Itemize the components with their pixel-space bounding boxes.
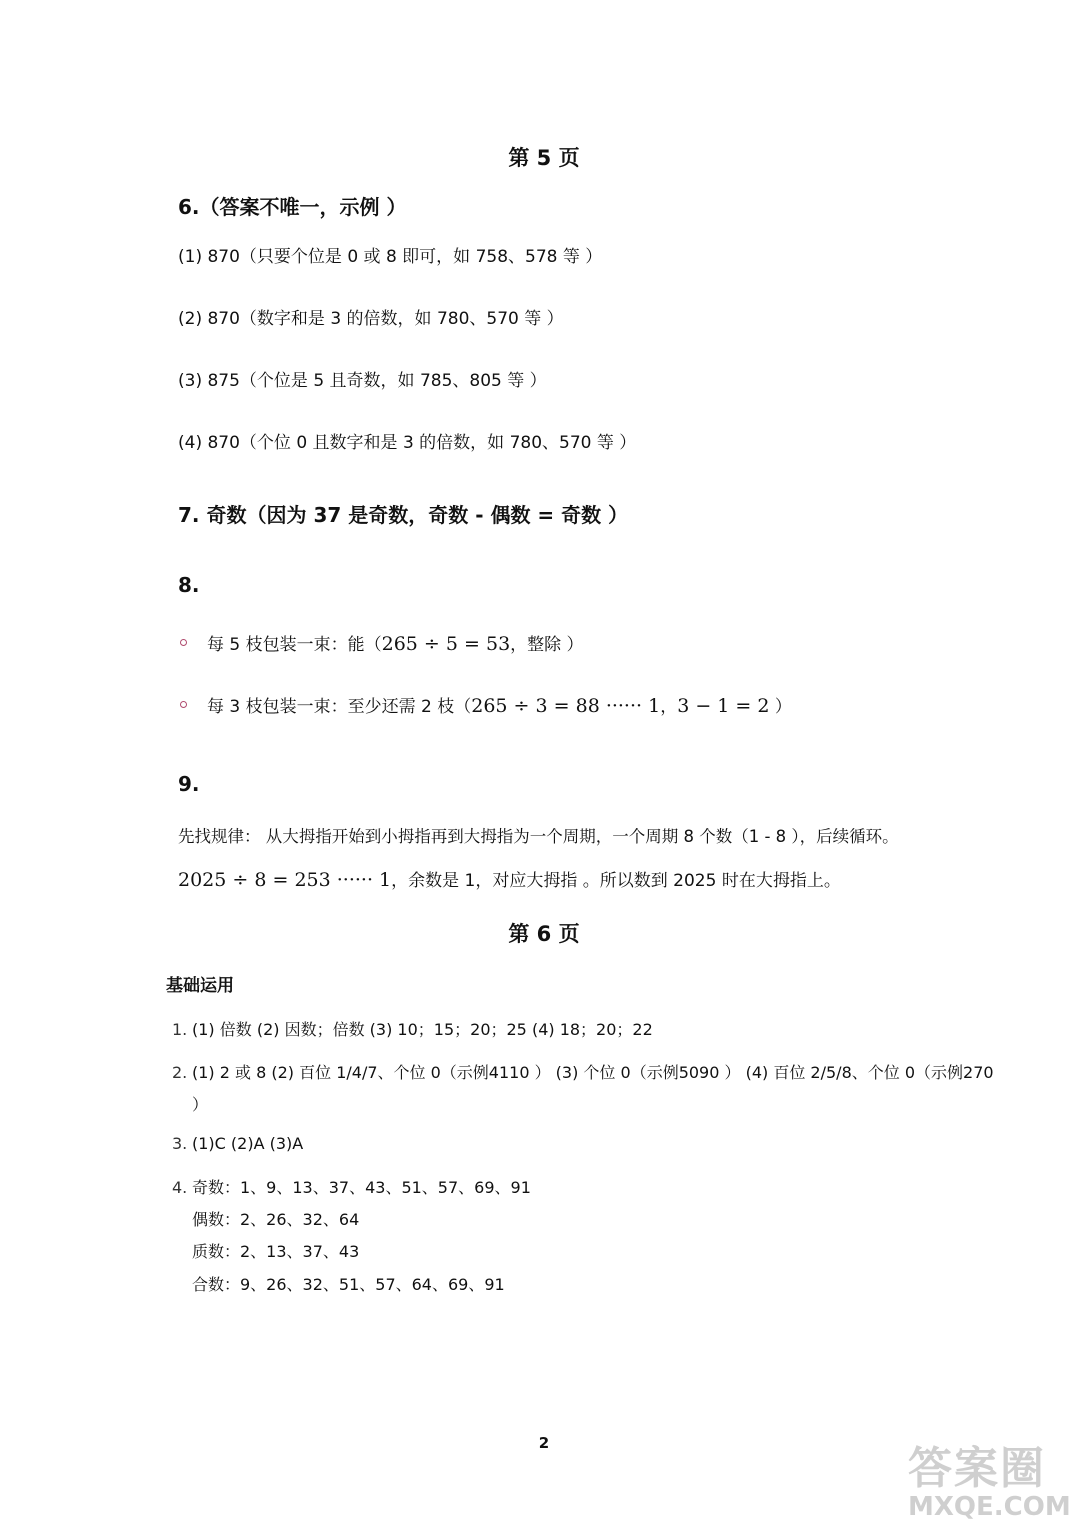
- math-expression: 265 ÷ 5 = 53: [381, 633, 511, 655]
- list-item-line: 质数：2、13、37、43: [192, 1242, 360, 1261]
- question-8-bullet-2: 每 3 枝包装一束：至少还需 2 枝（265 ÷ 3 = 88 ······ 1，3 − 1 = 2 ）: [207, 695, 792, 717]
- page-6-title: 第 6 页: [508, 922, 580, 946]
- question-6-item-4: (4) 870（个位 0 且数字和是 3 的倍数，如 780、570 等 ）: [178, 433, 637, 453]
- page-number: 2: [538, 1434, 550, 1452]
- question-6-heading: 6.（答案不唯一，示例 ）: [178, 195, 407, 219]
- question-6-item-2: (2) 870（数字和是 3 的倍数，如 780、570 等 ）: [178, 309, 564, 329]
- list-item: 2. (1) 2 或 8 (2) 百位 1/4/7、个位 0（示例4110 ） (3) 个位 0（示例5090 ） (4) 百位 2/5/8、个位 0（示例270: [172, 1063, 994, 1082]
- list-item: 1. (1) 倍数 (2) 因数；倍数 (3) 10；15；20；25 (4) 18；20；22: [172, 1020, 653, 1039]
- watermark-url: MXQE.COM: [908, 1492, 1071, 1522]
- bullet-icon: [180, 701, 187, 708]
- math-expression: 3 − 1 = 2: [677, 695, 770, 717]
- bullet-icon: [180, 639, 187, 646]
- question-8-heading: 8.: [178, 573, 200, 597]
- math-expression: 265 ÷ 3 = 88 ······ 1: [471, 695, 661, 717]
- watermark-text: 答案圈: [908, 1443, 1046, 1494]
- question-7-heading: 7. 奇数（因为 37 是奇数，奇数 - 偶数 = 奇数 ）: [178, 503, 629, 527]
- question-9-heading: 9.: [178, 772, 200, 796]
- list-item-line: 合数：9、26、32、51、57、64、69、91: [192, 1275, 505, 1294]
- section-heading: 基础运用: [166, 976, 234, 996]
- watermark-logo: [908, 1443, 1078, 1528]
- question-8-bullet-1: 每 5 枝包装一束：能（265 ÷ 5 = 53，整除 ）: [207, 633, 584, 655]
- list-item-continuation: ）: [192, 1095, 209, 1114]
- list-item: 3. (1)C (2)A (3)A: [172, 1134, 304, 1153]
- question-9-line-2: 2025 ÷ 8 = 253 ······ 1，余数是 1，对应大拇指 。所以数到 2025 时在大拇指上。: [178, 869, 841, 891]
- page-5-title: 第 5 页: [508, 146, 580, 170]
- question-9-line-1: 先找规律： 从大拇指开始到小拇指再到大拇指为一个周期，一个周期 8 个数（1 - 8 ），后续循环。: [178, 827, 899, 846]
- list-item: 4. 奇数：1、9、13、37、43、51、57、69、91: [172, 1178, 531, 1197]
- question-6-item-1: (1) 870（只要个位是 0 或 8 即可，如 758、578 等 ）: [178, 247, 603, 267]
- list-item-line: 偶数：2、26、32、64: [192, 1210, 360, 1229]
- math-expression: 2025 ÷ 8 = 253 ······ 1: [178, 869, 392, 891]
- question-6-item-3: (3) 875（个位是 5 且奇数，如 785、805 等 ）: [178, 371, 547, 391]
